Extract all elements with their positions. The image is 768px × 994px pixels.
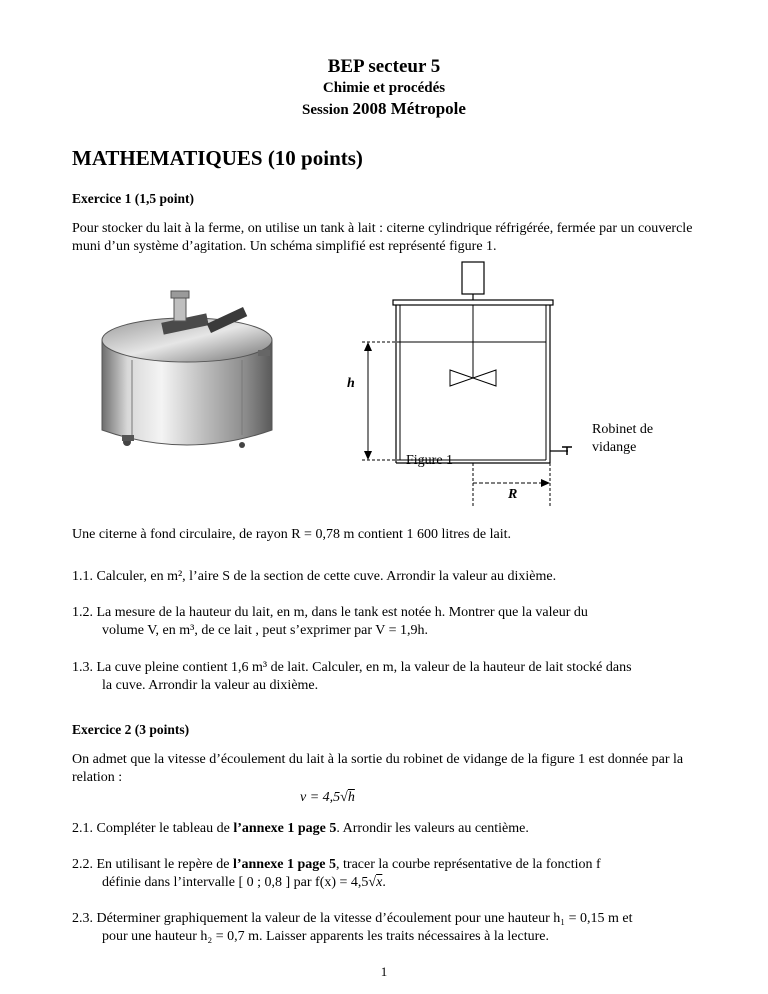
- figure1-diagram: [350, 258, 690, 508]
- header-line1: BEP secteur 5: [327, 56, 441, 77]
- question-2-2-text-end: , tracer la courbe représentative de la fonction f: [336, 857, 601, 872]
- formula-left: v = 4,5: [300, 790, 341, 805]
- question-2-3-line2: pour une hauteur h₂ = 0,7 m. Laisser apparents les traits nécessaires à la lecture.: [102, 929, 550, 944]
- question-1-3-line1: 1.3. La cuve pleine contient 1,6 m³ de lait. Calculer, en m, la valeur de la hauteur de lait stocké dans: [72, 660, 632, 675]
- formula-radicand: h: [347, 790, 355, 805]
- exercise2-heading: Exercice 2 (3 points): [72, 722, 190, 737]
- annex-reference: l’annexe 1 page 5: [232, 857, 337, 872]
- question-2-1-text: 2.1. Compléter le tableau de: [72, 821, 234, 836]
- question-1-3-line2: la cuve. Arrondir la valeur au dixième.: [102, 678, 319, 693]
- question-2-2-radicand: x: [376, 875, 383, 890]
- exercise2-intro: On admet que la vitesse d’écoulement du lait à la sortie du robinet de vidange de la figure 1 est donnée par la relation :: [72, 752, 684, 785]
- question-2-1: [72, 820, 702, 838]
- annex-reference: l’annexe 1 page 5: [233, 821, 337, 836]
- question-1-2-line1: 1.2. La mesure de la hauteur du lait, en m, dans le tank est notée h. Montrer que la valeur du: [72, 605, 588, 620]
- question-2-2-domain: définie dans l’intervalle [ 0 ; 0,8 ] par f(x) = 4,5: [102, 875, 369, 890]
- question-1-2-line2: volume V, en m³, de ce lait , peut s’exprimer par V = 1,9h.: [102, 623, 428, 638]
- page-number: 1: [380, 964, 388, 979]
- exercise1-statement: Une citerne à fond circulaire, de rayon R = 0,78 m contient 1 600 litres de lait.: [72, 527, 512, 542]
- exercise1-intro: Pour stocker du lait à la ferme, on utilise un tank à lait : citerne cylindrique réfrigérée, fermée par un couvercle muni d’un système d’agitation. Un schéma simplifié est représenté figure 1.: [72, 221, 693, 254]
- speed-formula: v = 4,5√h: [300, 790, 355, 805]
- question-2-2-period: .: [382, 875, 386, 890]
- question-2-1-end: . Arrondir les valeurs au centième.: [336, 821, 529, 836]
- robinet-label-line1: Robinet de: [592, 422, 654, 437]
- question-2-2-line2: définie dans l’intervalle [ 0 ; 0,8 ] par f(x) = 4,5√x.: [102, 875, 386, 890]
- question-1-2: [72, 604, 702, 640]
- question-2-2-text: 2.2. En utilisant le repère de: [72, 857, 233, 872]
- milk-tank-photo: [92, 285, 282, 465]
- session-value: 2008 Métropole: [352, 99, 466, 118]
- exercise1-heading: Exercice 1 (1,5 point): [72, 191, 194, 206]
- robinet-label: [592, 421, 653, 457]
- question-1-3: [72, 659, 702, 695]
- header-line3: [0, 99, 768, 119]
- figure-r-label: R: [508, 487, 518, 502]
- question-1-1: 1.1. Calculer, en m², l’aire S de la section de cette cuve. Arrondir la valeur au dixième.: [72, 569, 557, 584]
- figure-h-label: h: [347, 376, 355, 391]
- question-2-2: [72, 856, 702, 892]
- session-label: Session: [302, 102, 353, 118]
- header-line2: Chimie et procédés: [322, 80, 446, 96]
- question-2-3: [72, 910, 702, 946]
- figure-caption: Figure 1: [406, 453, 454, 468]
- robinet-label-line2: vidange: [592, 440, 637, 455]
- question-2-3-line1: 2.3. Déterminer graphiquement la valeur de la vitesse d’écoulement pour une hauteur h₁ = 0,15 m et: [72, 911, 633, 926]
- section-title: MATHEMATIQUES (10 points): [72, 146, 363, 170]
